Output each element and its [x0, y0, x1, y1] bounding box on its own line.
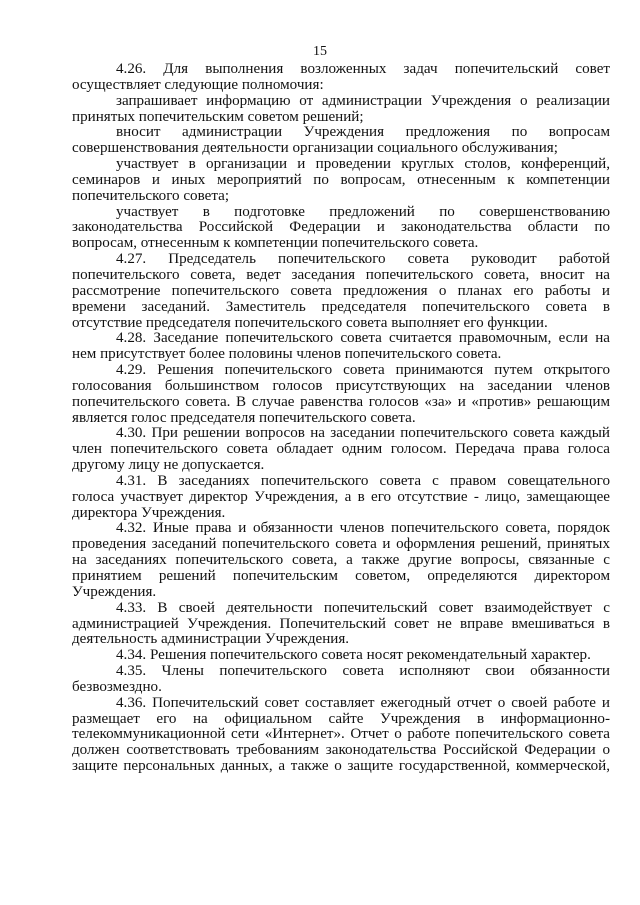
text-line: безвозмездно. [72, 678, 162, 695]
text-line: 4.36. Попечительский совет составляет ежегодный отчет о своей работе и [116, 694, 610, 711]
text-line: размещает его на официальном сайте Учреждения в информационно- [72, 710, 610, 727]
paragraph-4-31 [72, 474, 610, 522]
paragraph-4-35 [72, 664, 610, 696]
text-line: телекоммуникационной сети «Интернет». Отчет о работе попечительского совета [72, 726, 610, 743]
text-line: участвует в подготовке предложений по совершенствованию [116, 203, 610, 220]
paragraph-4-29 [72, 363, 610, 426]
text-line: является голос председателя попечительского совета. [72, 409, 416, 426]
text-line: администрацией Учреждения. Попечительский совет не вправе вмешиваться в [72, 615, 610, 632]
text-line: осуществляет следующие полномочия: [72, 76, 324, 93]
text-line: член попечительского совета обладает одним голосом. Передача права голоса [72, 441, 610, 458]
paragraph-4-26-d [72, 205, 610, 253]
text-line: на заседаниях попечительского совета, а также другие вопросы, связанные с [72, 552, 610, 569]
paragraph-4-27 [72, 252, 610, 331]
text-line: 4.34. Решения попечительского совета носят рекомендательный характер. [116, 647, 591, 664]
text-line: участвует в организации и проведении круглых столов, конференций, [116, 156, 610, 173]
paragraph-4-36 [72, 696, 610, 775]
text-line: вносит администрации Учреждения предложения по вопросам [116, 124, 610, 141]
paragraph-4-26 [72, 62, 610, 94]
text-line: попечительского совета, ведет заседания попечительского совета, вносит на [72, 266, 610, 283]
text-line: 4.29. Решения попечительского совета принимаются путем открытого [116, 362, 610, 379]
text-line: другому лицу не допускается. [72, 457, 265, 474]
text-line: 4.32. Иные права и обязанности членов попечительского совета, порядок [116, 520, 610, 537]
text-line: времени заседаний. Заместитель председателя попечительского совета в [72, 298, 610, 315]
text-line: 4.26. Для выполнения возложенных задач попечительский совет [116, 61, 610, 77]
text-line: запрашивает информацию от администрации Учреждения о реализации [116, 92, 610, 109]
text-line: принятием решений попечительским советом, определяются директором [72, 568, 610, 584]
paragraph-4-30 [72, 426, 610, 474]
paragraph-4-34 [72, 648, 610, 664]
paragraph-4-28 [72, 331, 610, 363]
text-line: 4.31. В заседаниях попечительского совета с правом совещательного [116, 472, 610, 489]
text-line: проведения заседаний попечительского совета и оформления решений, принятых [72, 536, 610, 553]
text-line: рассмотрение попечительского совета предложения о планах его работы и [72, 282, 610, 299]
paragraph-4-32 [72, 521, 610, 600]
document-body [72, 62, 610, 775]
paragraph-4-26-c [72, 157, 610, 205]
text-line: совершенствования деятельности организации социального обслуживания; [72, 140, 558, 157]
text-line: принятых попечительским советом решений; [72, 108, 364, 125]
paragraph-4-33 [72, 601, 610, 649]
text-line: вопросам, отнесенным к компетенции попечительского совета. [72, 235, 479, 252]
text-line: 4.30. При решении вопросов на заседании попечительского совета каждый [116, 425, 610, 442]
text-line: голоса участвует директор Учреждения, а в его отсутствие - лицо, замещающее [72, 488, 610, 505]
text-line: 4.35. Члены попечительского совета исполняют свои обязанности [116, 663, 610, 680]
text-line: отсутствие председателя попечительского совета выполняет его функции. [72, 314, 548, 331]
text-line: попечительского совета; [72, 187, 230, 204]
paragraph-4-26-b [72, 125, 610, 157]
text-line: 4.28. Заседание попечительского совета считается правомочным, если на [116, 330, 610, 347]
paragraph-4-26-a [72, 94, 610, 126]
page-number: 15 [313, 44, 327, 59]
text-line: нем присутствует более половины членов попечительского совета. [72, 346, 502, 363]
text-line: 4.27. Председатель попечительского совета руководит работой [116, 251, 610, 268]
text-line: законодательства Российской Федерации и законодательства области по [72, 219, 610, 236]
text-line: 4.33. В своей деятельности попечительский совет взаимодействует с [116, 599, 610, 616]
text-line: семинаров и иных мероприятий по вопросам, отнесенным к компетенции [72, 171, 610, 188]
text-line: защите персональных данных, а также о защите государственной, коммерческой, [72, 758, 610, 775]
text-line: деятельность администрации Учреждения. [72, 631, 350, 648]
text-line: голосования большинством голосов присутствующих на заседании членов [72, 377, 610, 394]
text-line: должен соответствовать требованиям законодательства Российской Федерации о [72, 742, 610, 759]
text-line: попечительского совета. В случае равенства голосов «за» и «против» решающим [72, 393, 610, 410]
text-line: директора Учреждения. [72, 504, 226, 521]
text-line: Учреждения. [72, 583, 157, 600]
